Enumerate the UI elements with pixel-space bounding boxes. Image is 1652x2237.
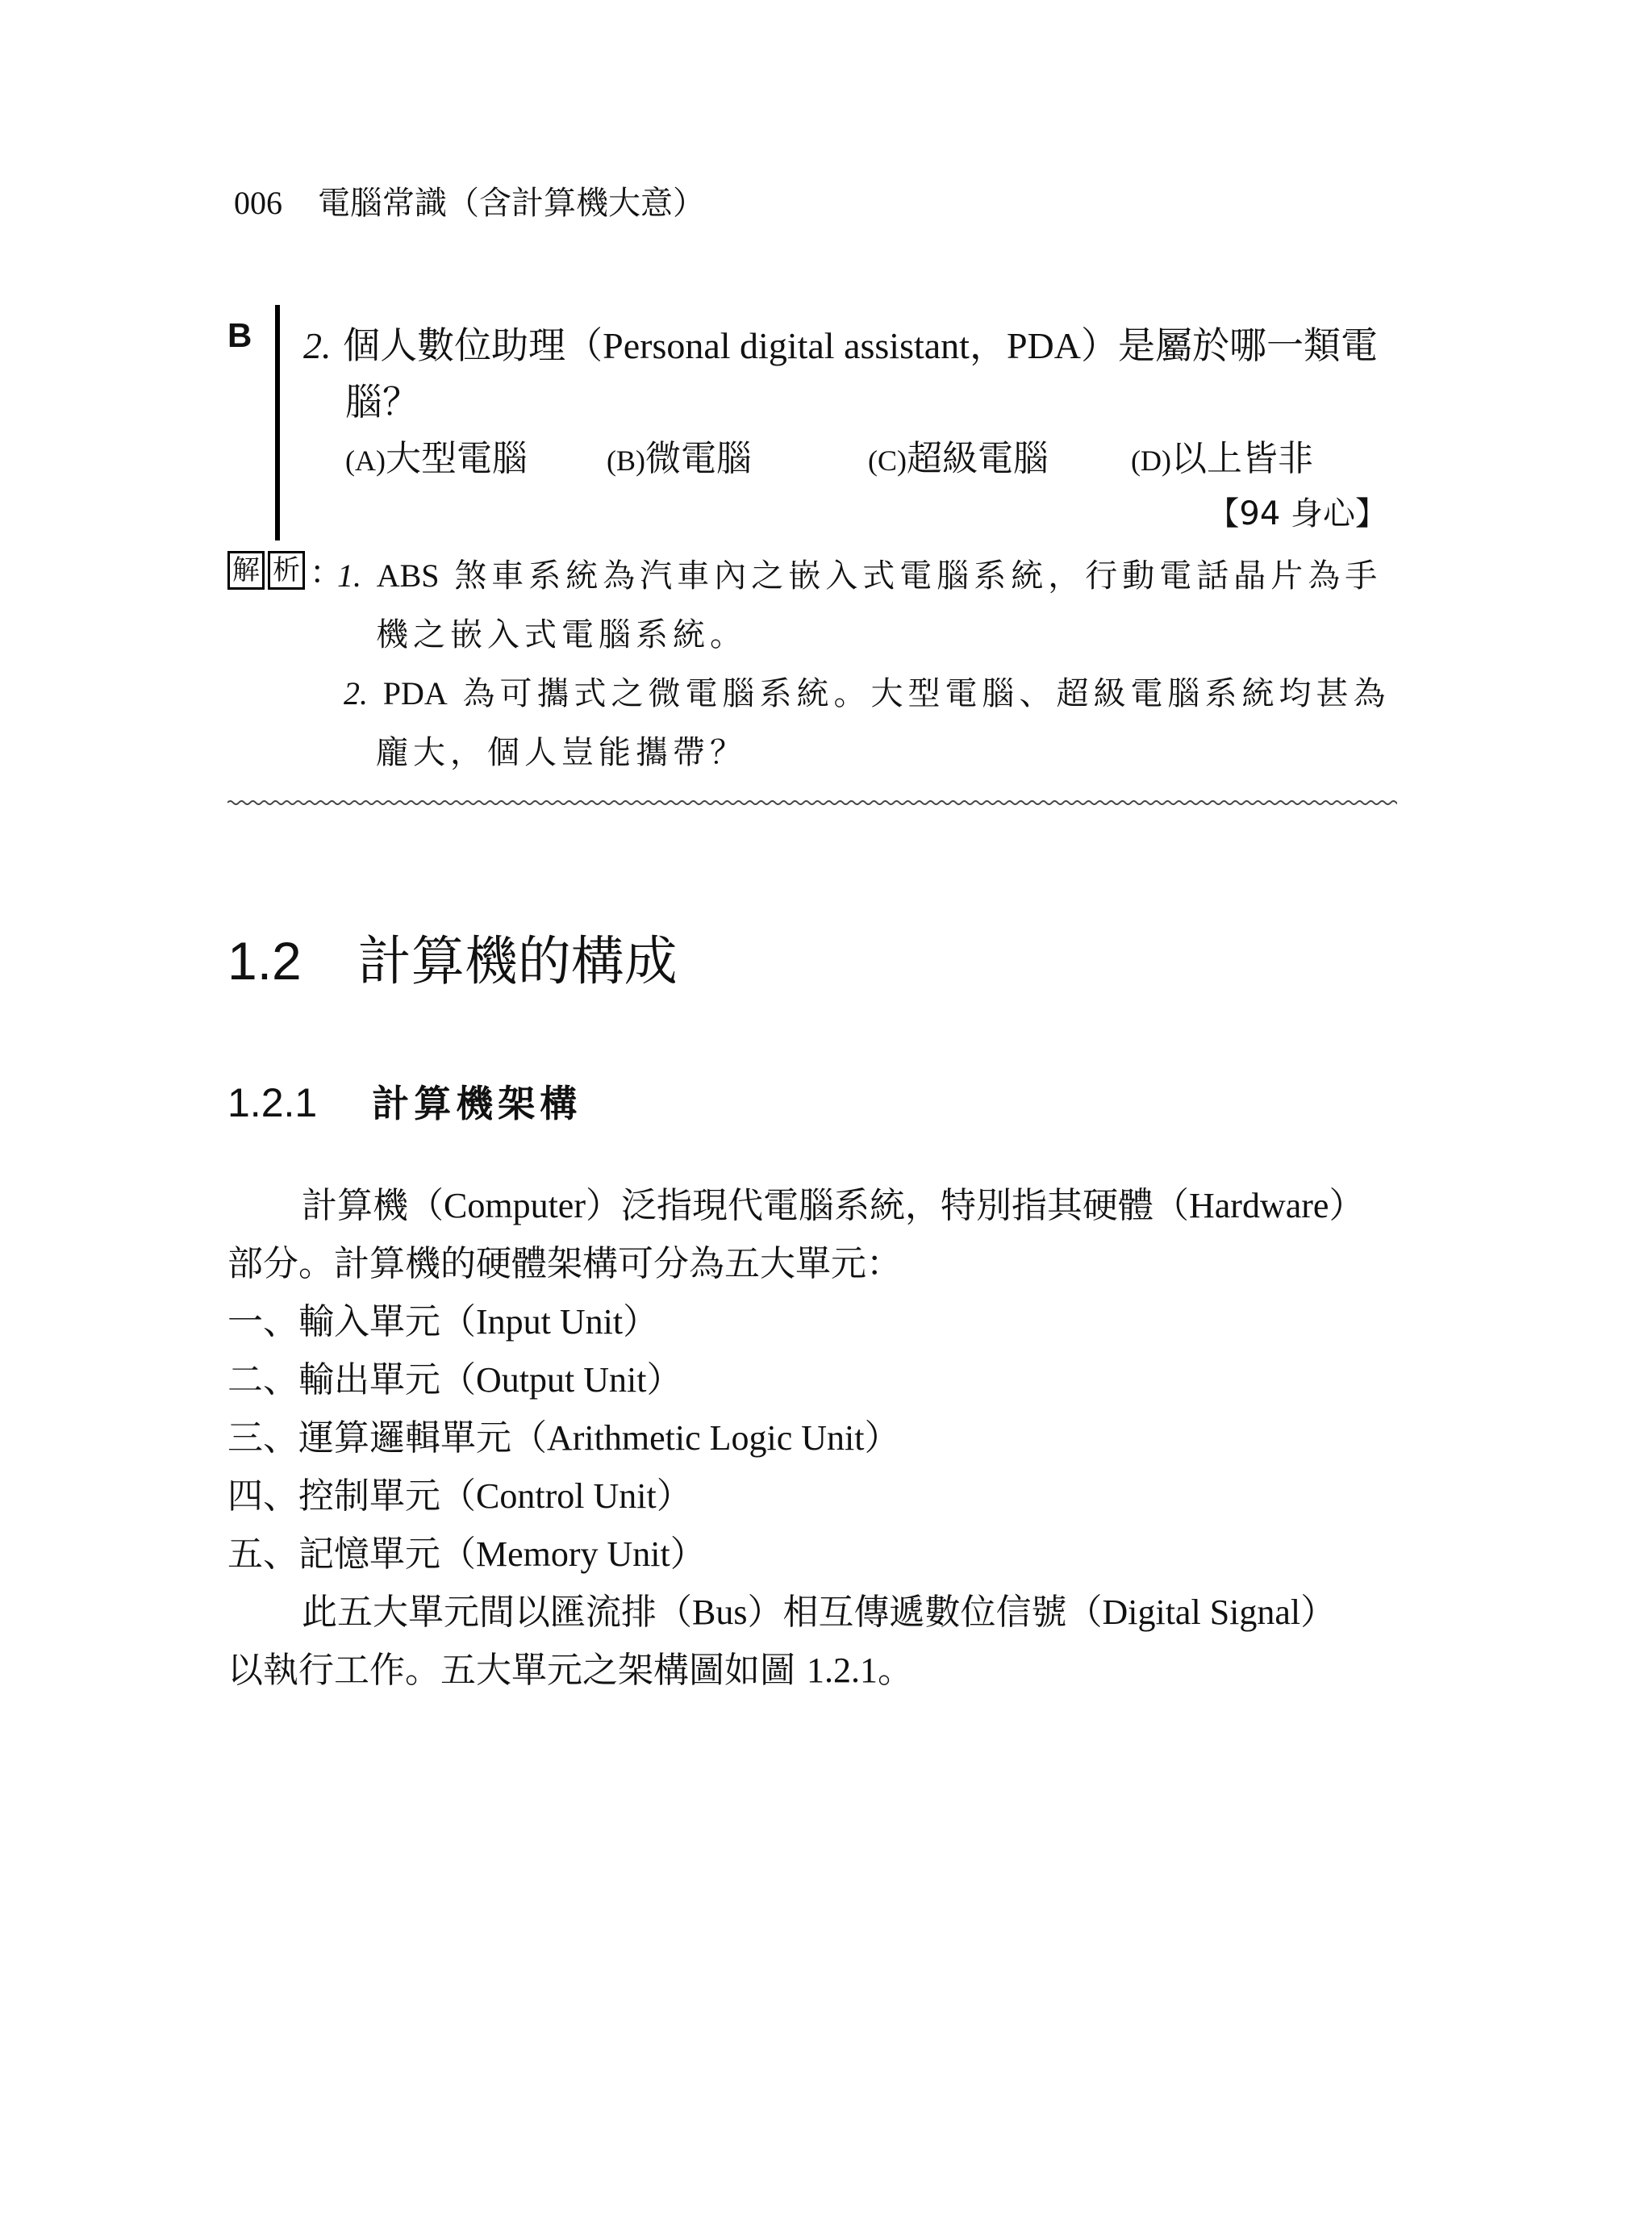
- analysis-colon: ：: [310, 554, 342, 591]
- body-para2-line1: [302, 1583, 1336, 1634]
- analysis-label-char-1: 解: [227, 551, 265, 590]
- book-title: 電腦常識（含計算機大意）: [318, 185, 705, 222]
- question-text-latin1: Personal digital assistant: [603, 325, 970, 366]
- subsection-number: 1.2.1: [227, 1080, 318, 1125]
- unit-latin: Control Unit: [476, 1476, 657, 1516]
- analysis-item-2-latin: PDA: [382, 675, 448, 712]
- body-text: 以執行工作。五大單元之架構圖如圖: [227, 1650, 807, 1691]
- unit-item-output: [227, 1350, 682, 1402]
- analysis-label: [227, 547, 342, 593]
- body-text: 。: [878, 1650, 913, 1691]
- body-text: ）泛指現代電腦系統，特別指其硬體（: [585, 1185, 1189, 1226]
- option-c: [868, 429, 1049, 481]
- question-text-mid: ，: [969, 323, 1007, 367]
- running-header: [234, 177, 705, 223]
- unit-suffix: ）: [864, 1417, 900, 1459]
- unit-suffix: ）: [656, 1475, 692, 1517]
- unit-label: 五、記憶單元（: [227, 1534, 476, 1575]
- unit-label: 三、運算邏輯單元（: [227, 1417, 547, 1459]
- analysis-item-1-text: 煞車系統為汽車內之嵌入式電腦系統，行動電話晶片為手: [439, 557, 1383, 595]
- question-text-suffix: ）是屬於哪一類電: [1081, 323, 1378, 367]
- unit-item-alu: [227, 1409, 899, 1460]
- unit-label: 二、輸出單元（: [227, 1359, 476, 1400]
- question-text-prefix: 個人數位助理（: [343, 323, 603, 367]
- option-d-text: 以上皆非: [1170, 438, 1313, 479]
- body-latin-term: Digital Signal: [1102, 1592, 1301, 1632]
- analysis-item-1-line-1: [337, 550, 1382, 596]
- analysis-label-char-2: 析: [268, 551, 305, 590]
- exam-source-tag: 【94 身心】: [1207, 495, 1387, 532]
- body-latin-term: Hardware: [1188, 1186, 1329, 1225]
- unit-suffix: ）: [670, 1534, 706, 1575]
- body-text: ）相互傳遞數位信號（: [747, 1592, 1103, 1633]
- question-number: 2.: [303, 325, 332, 366]
- analysis-item-1-number: 1.: [337, 557, 361, 594]
- option-a-text: 大型電腦: [385, 438, 528, 479]
- body-text: ）: [1329, 1185, 1365, 1226]
- option-c-text: 超級電腦: [907, 438, 1049, 479]
- wavy-divider: [227, 797, 1397, 808]
- question-text-latin2: PDA: [1006, 325, 1081, 366]
- question-line-2: 腦？: [345, 380, 419, 424]
- unit-suffix: ）: [646, 1359, 682, 1400]
- option-c-letter: (C): [868, 444, 907, 477]
- analysis-item-2-text: 為可攜式之微電腦系統。大型電腦、超級電腦系統均甚為: [447, 675, 1391, 712]
- option-d-letter: (D): [1131, 444, 1171, 477]
- option-b: [607, 429, 752, 481]
- body-text: 計算機（: [302, 1185, 444, 1226]
- unit-latin: Input Unit: [476, 1302, 624, 1342]
- option-d: [1131, 429, 1313, 481]
- unit-label: 一、輸入單元（: [227, 1301, 476, 1342]
- unit-suffix: ）: [623, 1301, 659, 1342]
- section-heading: [227, 918, 678, 995]
- body-para2-line2: [227, 1641, 913, 1692]
- body-para1-line1: [302, 1176, 1364, 1228]
- body-text: 此五大單元間以匯流排（: [302, 1592, 692, 1633]
- body-latin-term: Computer: [444, 1186, 586, 1225]
- body-latin-term: Bus: [692, 1592, 748, 1632]
- unit-item-memory: [227, 1525, 706, 1576]
- unit-latin: Memory Unit: [476, 1534, 670, 1574]
- analysis-item-2-line-2: 龐大，個人豈能攜帶？: [376, 734, 747, 771]
- answer-key: B: [227, 316, 252, 354]
- subsection-heading: [227, 1075, 582, 1128]
- unit-latin: Output Unit: [476, 1360, 647, 1400]
- subsection-title: 計算機架構: [372, 1082, 582, 1125]
- analysis-item-1-line-2: 機之嵌入式電腦系統。: [376, 616, 747, 653]
- analysis-item-2-line-1: [344, 668, 1390, 714]
- body-para1-line2: 部分。計算機的硬體架構可分為五大單元：: [227, 1243, 902, 1284]
- unit-item-control: [227, 1467, 692, 1518]
- answer-bar: [275, 305, 280, 540]
- unit-label: 四、控制單元（: [227, 1475, 476, 1517]
- unit-item-input: [227, 1292, 658, 1344]
- body-text: ）: [1300, 1592, 1337, 1633]
- analysis-item-1-latin: ABS: [376, 557, 440, 594]
- option-b-letter: (B): [607, 444, 645, 477]
- option-a-letter: (A): [345, 444, 386, 477]
- option-a: [345, 429, 528, 481]
- figure-reference: 1.2.1: [807, 1651, 878, 1690]
- analysis-item-2-number: 2.: [344, 675, 368, 712]
- option-b-text: 微電腦: [645, 438, 752, 479]
- page-number: 006: [234, 185, 282, 221]
- section-number: 1.2: [227, 931, 302, 991]
- unit-latin: Arithmetic Logic Unit: [547, 1418, 865, 1458]
- section-title: 計算機的構成: [357, 930, 678, 992]
- question-line-1: [303, 316, 1378, 369]
